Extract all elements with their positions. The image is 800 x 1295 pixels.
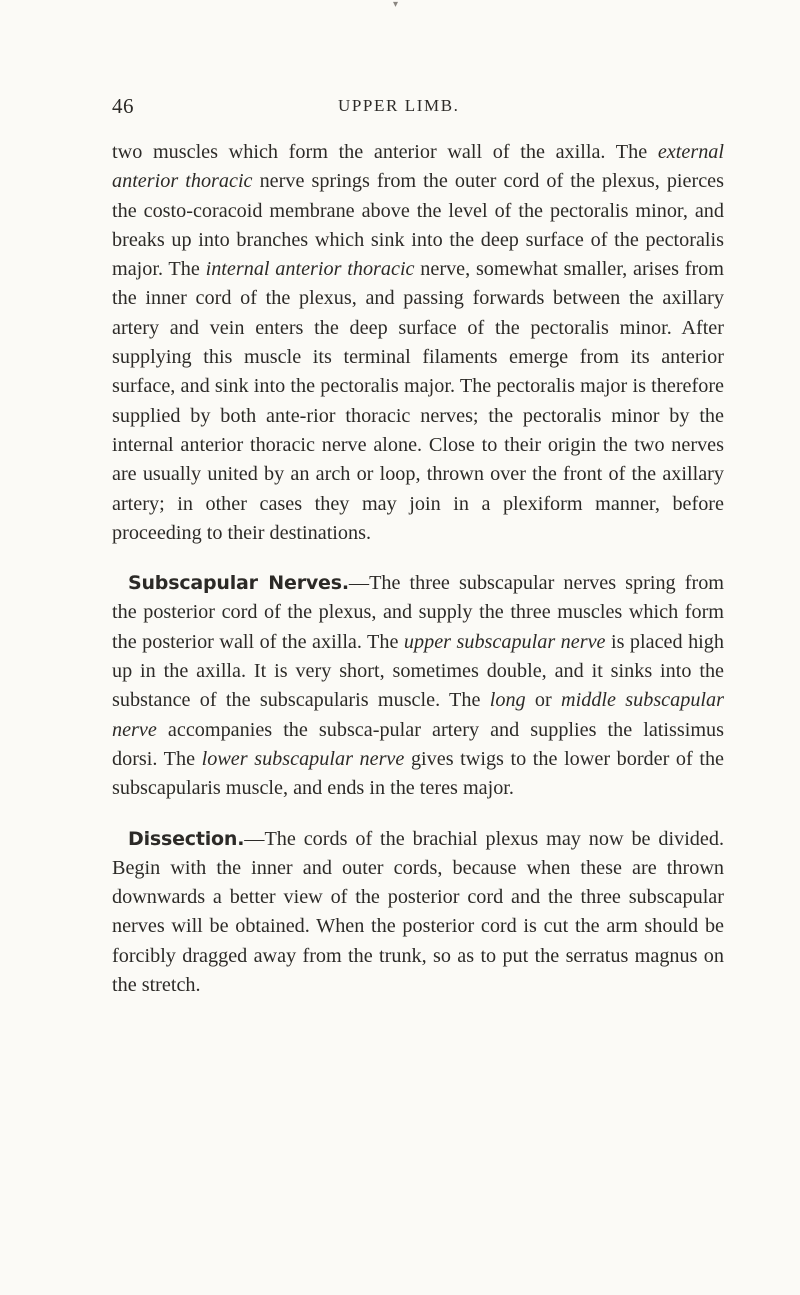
page-number: 46 (112, 94, 134, 118)
text-segment: gives twigs to the lower border of the subscapularis muscle, and ends in the teres major. (112, 747, 724, 800)
paragraph-subscapular-nerves (112, 569, 724, 803)
page-top-mark: ▾ (393, 0, 399, 10)
term-lower-subscapular-nerve: lower subscapular nerve (201, 747, 405, 770)
text-segment: accompanies the subsca-pular artery and supplies the latissimus dorsi. The (112, 718, 724, 770)
text-segment: two muscles which form the anterior wall of the axilla. The (112, 141, 658, 163)
term-middle-subscapular-nerve: middle subscapular nerve (112, 689, 724, 741)
text-segment: is placed high up in the axilla. It is very short, sometimes double, and it sinks into the substance of the subscapularis muscle. The (112, 630, 724, 712)
term-long: long (489, 689, 526, 712)
text-segment: nerve, somewhat smaller, arises from the inner cord of the plexus, and passing forwards between the axillary artery and vein enters the deep surface of the pectoralis minor. After supplying this muscle its terminal filaments emerge from its anterior surface, and sink into the pectoralis major. The pectoralis major is therefore supplied by both ante-rior thoracic nerves; the pectoralis minor by the internal anterior thoracic nerve alone. Close to their origin the two nerves are usually united by an arch or loop, thrown over the front of the axillary artery; in other cases they may join in a plexiform manner, before proceeding to their destinations. (112, 258, 724, 544)
running-head: UPPER LIMB. (338, 96, 460, 115)
text-segment: or (525, 689, 562, 712)
paragraph-dissection (112, 825, 724, 1001)
term-upper-subscapular-nerve: upper subscapular nerve (403, 630, 606, 653)
section-heading-dissection: Dissection. (128, 827, 245, 850)
body-text (112, 138, 724, 1000)
text-segment: nerve springs from the outer cord of the plexus, pierces the costo-coracoid membrane above the level of the pectoralis minor, and breaks up into branches which sink into the deep surface of the pectoralis major. The (112, 170, 724, 281)
section-heading-subscapular-nerves: Subscapular Nerves. (128, 572, 349, 595)
page-header (112, 94, 718, 118)
term-internal-anterior-thoracic: internal anterior thoracic (205, 258, 415, 281)
text-segment: —The three subscapular nerves spring from the posterior cord of the plexus, and supply the three muscles which form the posterior wall of the axilla. The (112, 572, 724, 653)
term-external-anterior-thoracic: external anterior thoracic (112, 141, 724, 193)
paragraph-anterior-thoracic-nerves (112, 138, 724, 548)
text-segment: —The cords of the brachial plexus may now be divided. Begin with the inner and outer cords, because when these are thrown downwards a better view of the posterior cord and the three subscapular nerves will be obtained. When the posterior cord is cut the arm should be forcibly dragged away from the trunk, so as to put the serratus magnus on the stretch. (112, 827, 724, 997)
